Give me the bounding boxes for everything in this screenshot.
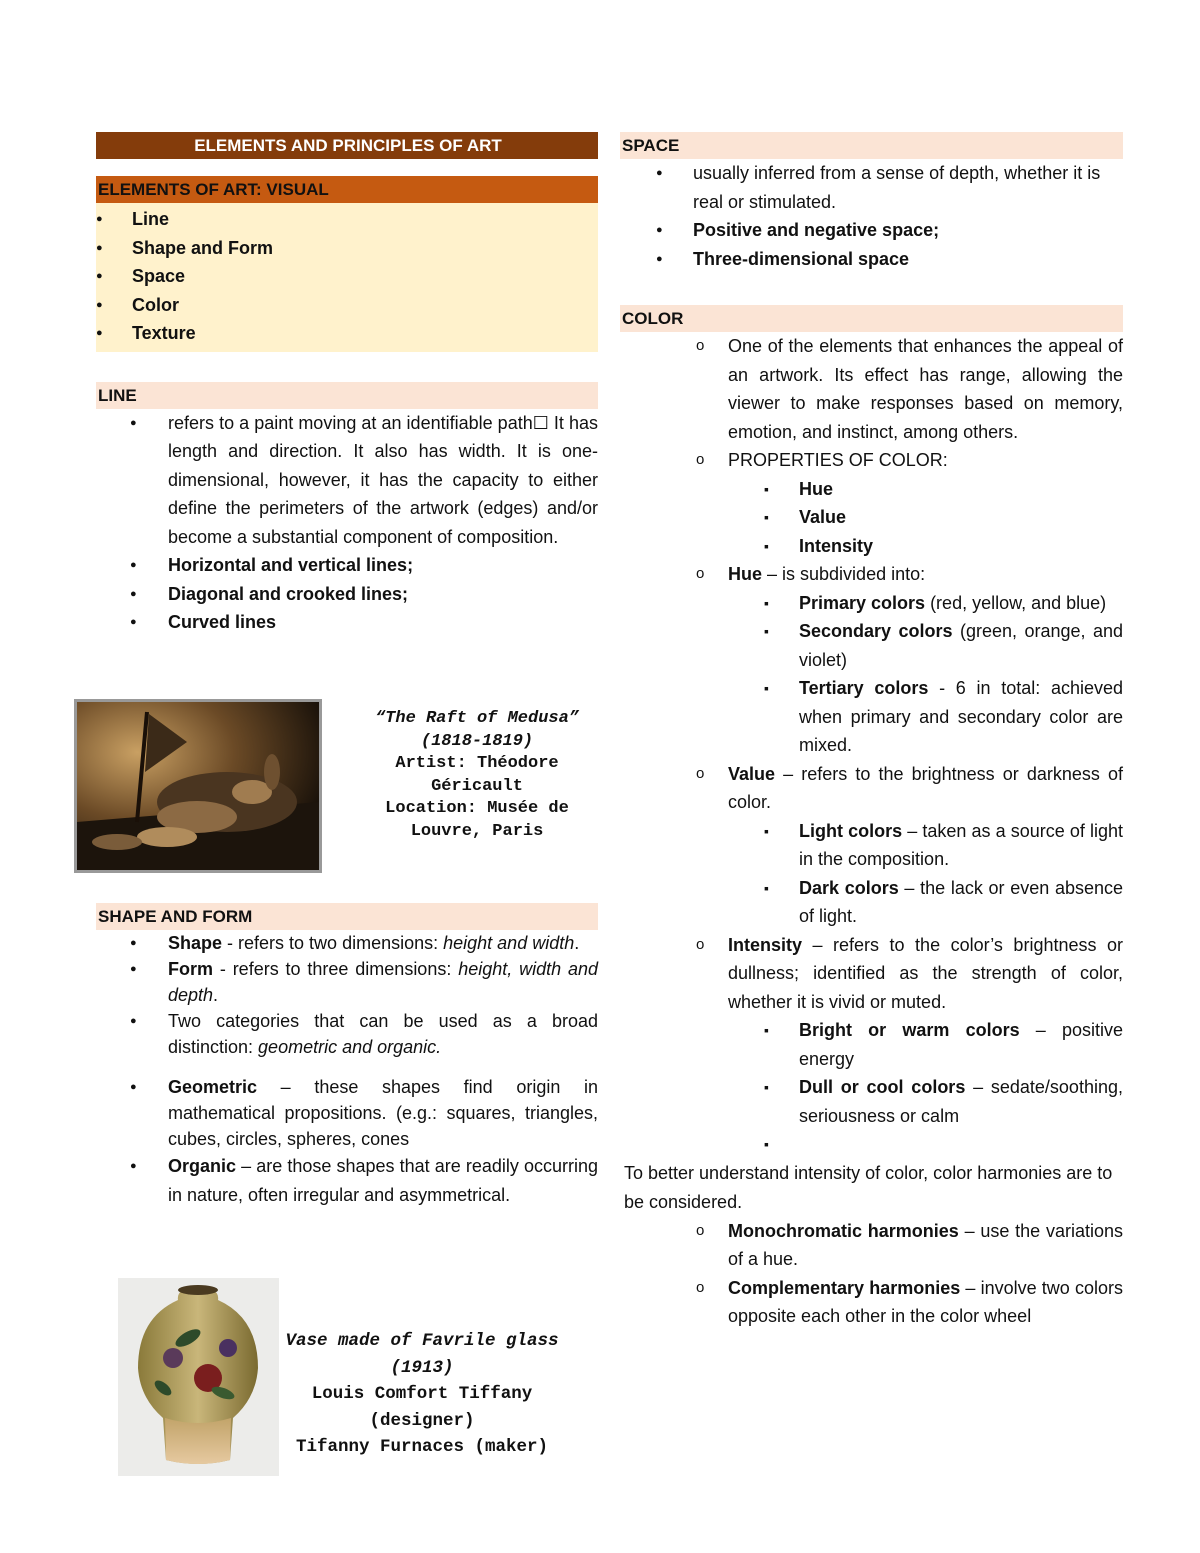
raft-location: Location: Musée de Louvre, Paris bbox=[385, 799, 569, 841]
intensity-subitem: ▪ Bright or warm colors – positive energy bbox=[620, 1016, 1123, 1073]
harmony-item: o Complementary harmonies – involve two colors opposite each other in the color wheel bbox=[620, 1274, 1123, 1331]
value-subitem: ▪ Light colors – taken as a source of light in the composition. bbox=[620, 817, 1123, 874]
empty-bullet bbox=[620, 1130, 1123, 1159]
hue-subitem: ▪ Tertiary colors - 6 in total: achieved when primary and secondary color are mixed. bbox=[620, 674, 1123, 760]
vase-illustration bbox=[118, 1278, 279, 1476]
elements-list bbox=[96, 205, 598, 348]
shape-item: ● Shape - refers to two dimensions: height and width. bbox=[96, 930, 598, 956]
shape-form-header: SHAPE AND FORM bbox=[96, 903, 598, 930]
raft-caption bbox=[352, 708, 602, 843]
elements-header: ELEMENTS OF ART: VISUAL bbox=[96, 176, 598, 203]
element-item: ● Space bbox=[96, 262, 598, 291]
intensity-list bbox=[620, 931, 1123, 1017]
line-types-list bbox=[96, 551, 598, 637]
properties-list bbox=[620, 475, 1123, 561]
color-property-item: ▪ Value bbox=[620, 503, 1123, 532]
space-type-item: ● Three-dimensional space bbox=[620, 245, 1123, 274]
vase-title: Vase made of Favrile glass (1913) bbox=[285, 1331, 559, 1378]
elements-box bbox=[96, 203, 598, 352]
color-property-item: ▪ Hue bbox=[620, 475, 1123, 504]
space-description: ● usually inferred from a sense of depth, whether it is real or stimulated. bbox=[620, 159, 1123, 216]
line-type-item: ● Diagonal and crooked lines; bbox=[96, 580, 598, 609]
left-column bbox=[96, 132, 598, 637]
element-item: ● Texture bbox=[96, 319, 598, 348]
categories-item: ● Two categories that can be used as a broad distinction: geometric and organic. bbox=[96, 1008, 598, 1060]
vase-designer: Louis Comfort Tiffany (designer) bbox=[311, 1384, 533, 1431]
space-list bbox=[620, 159, 1123, 216]
hue-item: o Hue – is subdivided into: bbox=[620, 560, 1123, 589]
raft-title: “The Raft of Medusa” bbox=[374, 709, 580, 728]
element-item: ● Color bbox=[96, 291, 598, 320]
color-description: o One of the elements that enhances the appeal of an artwork. Its effect has range, allowing the viewer to make responses based on memory, emotion, and instinct, among others. bbox=[620, 332, 1123, 446]
line-description: ● refers to a paint moving at an identifiable path☐ It has length and direction. It also has width. It is one-dimensional, however, it has the capacity to either define the perimeters of the artwork (edges) and/or become a substantial component of composition. bbox=[96, 409, 598, 552]
geometric-item: ● Geometric – these shapes find origin in mathematical propositions. (e.g.: squares, triangles, cubes, circles, spheres, cones bbox=[96, 1074, 598, 1152]
harmonies-list bbox=[620, 1217, 1123, 1331]
intensity-subitem: ▪ Dull or cool colors – sedate/soothing, seriousness or calm bbox=[620, 1073, 1123, 1130]
value-list bbox=[620, 760, 1123, 817]
hue-list bbox=[620, 560, 1123, 589]
harmony-item: o Monochromatic harmonies – use the variations of a hue. bbox=[620, 1217, 1123, 1274]
organic-item: ● Organic – are those shapes that are readily occurring in nature, often irregular and asymmetrical. bbox=[96, 1152, 598, 1209]
color-property-item: ▪ Intensity bbox=[620, 532, 1123, 561]
line-header: LINE bbox=[96, 382, 598, 409]
element-item: ● Shape and Form bbox=[96, 234, 598, 263]
raft-years: (1818-1819) bbox=[420, 731, 534, 751]
form-item: ● Form - refers to three dimensions: height, width and depth. bbox=[96, 956, 598, 1008]
value-item: o Value – refers to the brightness or darkness of color. bbox=[620, 760, 1123, 817]
raft-of-medusa-image bbox=[74, 699, 322, 873]
shape-form-section bbox=[96, 903, 598, 1209]
space-type-item: ● Positive and negative space; bbox=[620, 216, 1123, 245]
value-subitem: ▪ Dark colors – the lack or even absence of light. bbox=[620, 874, 1123, 931]
hue-subitem: ▪ Secondary colors (green, orange, and violet) bbox=[620, 617, 1123, 674]
properties-label: o PROPERTIES OF COLOR: bbox=[620, 446, 1123, 475]
value-subitems bbox=[620, 817, 1123, 931]
hue-subitem: ▪ Primary colors (red, yellow, and blue) bbox=[620, 589, 1123, 618]
line-type-item: ● Horizontal and vertical lines; bbox=[96, 551, 598, 580]
vase-caption bbox=[282, 1328, 562, 1461]
element-item: ● Line bbox=[96, 205, 598, 234]
raft-artist: Artist: Théodore Géricault bbox=[395, 754, 559, 796]
shape-form-list bbox=[96, 930, 598, 1209]
intensity-subitems bbox=[620, 1016, 1123, 1130]
favrile-vase-image bbox=[118, 1278, 279, 1476]
right-column bbox=[620, 132, 1123, 1331]
line-type-item: ● Curved lines bbox=[96, 608, 598, 637]
hue-subitems bbox=[620, 589, 1123, 760]
space-header: SPACE bbox=[620, 132, 1123, 159]
color-header: COLOR bbox=[620, 305, 1123, 332]
painting-illustration bbox=[77, 702, 319, 870]
color-list bbox=[620, 332, 1123, 475]
space-types-list bbox=[620, 216, 1123, 273]
intensity-item: o Intensity – refers to the color’s brightness or dullness; identified as the strength of color, whether it is vivid or muted. bbox=[620, 931, 1123, 1017]
empty-bullet-list bbox=[620, 1130, 1123, 1159]
harmony-intro: To better understand intensity of color, color harmonies are to be considered. bbox=[624, 1162, 1113, 1212]
line-list bbox=[96, 409, 598, 552]
page-title: ELEMENTS AND PRINCIPLES OF ART bbox=[96, 132, 598, 159]
vase-maker: Tifanny Furnaces (maker) bbox=[295, 1437, 549, 1457]
